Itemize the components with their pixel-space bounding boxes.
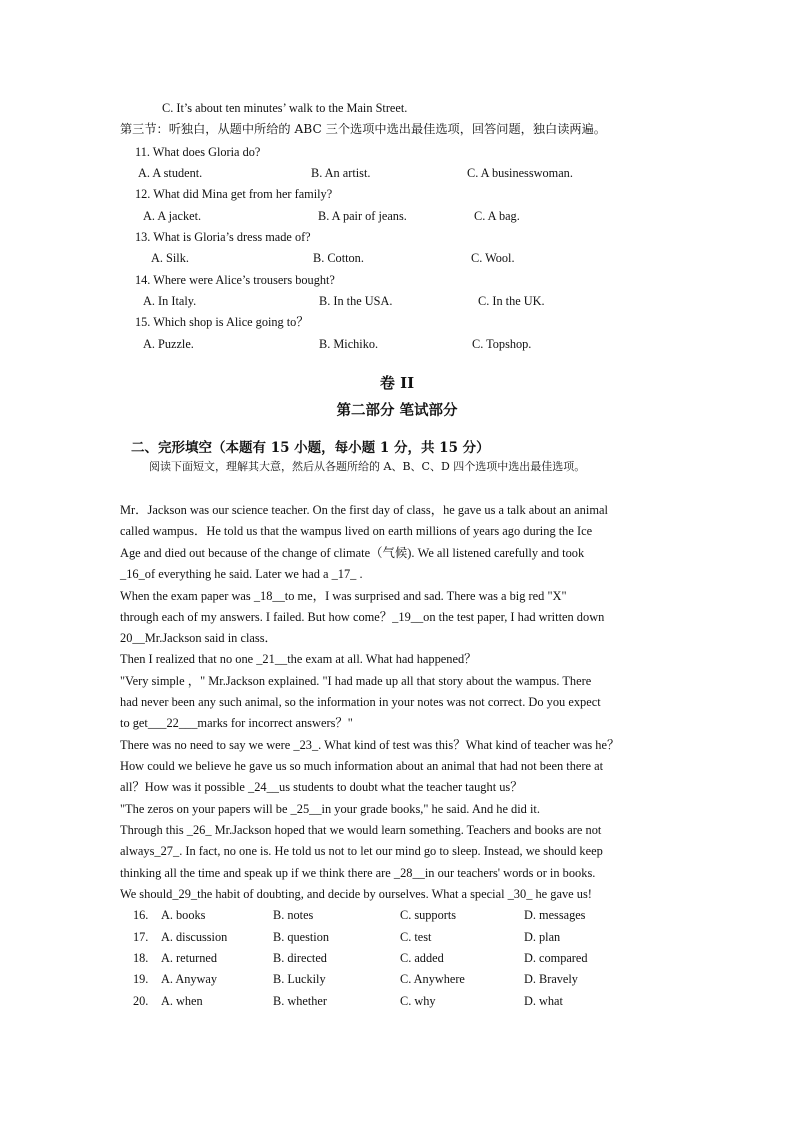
cloze-heading: 二、完形填空（本题有 15 小题，每小题 1 分，共 15 分） — [131, 440, 490, 456]
cloze-question-20-option-d: D. what — [524, 994, 563, 1008]
cloze-question-20-number: 20. — [133, 994, 149, 1008]
question-11-option-a: A. A student. — [138, 166, 203, 180]
cloze-question-17-option-a: A. discussion — [161, 930, 228, 944]
cloze-question-19-number: 19. — [133, 972, 149, 986]
cloze-question-18-option-c: C. added — [400, 951, 444, 965]
cloze-question-19-option-c: C. Anywhere — [400, 972, 465, 986]
cloze-question-19-option-a: A. Anyway — [161, 972, 218, 986]
question-15-option-a: A. Puzzle. — [143, 337, 194, 351]
question-13-option-c: C. Wool. — [471, 251, 515, 265]
question-15-stem: 15. Which shop is Alice going to？ — [135, 315, 309, 329]
cloze-question-16-option-b: B. notes — [273, 908, 314, 922]
passage-line: "The zeros on your papers will be _25__in your grade books," he said. And he did it. — [120, 802, 540, 816]
cloze-question-18-option-d: D. compared — [524, 951, 588, 965]
cloze-question-17-option-d: D. plan — [524, 930, 561, 944]
question-14-option-b: B. In the USA. — [319, 294, 393, 308]
cloze-question-20-option-b: B. whether — [273, 994, 327, 1008]
cloze-question-19-option-b: B. Luckily — [273, 972, 326, 986]
passage-line: How could we believe he gave us so much information about an animal that had not been there at — [120, 759, 604, 773]
question-13-stem: 13. What is Gloria’s dress made of? — [135, 230, 311, 244]
passage-line: Age and died out because of the change of climate（气候). We all listened carefully and took — [120, 546, 585, 560]
cloze-question-18-number: 18. — [133, 951, 149, 965]
passage-line: There was no need to say we were _23_. What kind of test was this？What kind of teacher was he？ — [120, 738, 620, 752]
passage-line: Then I realized that no one _21__the exam at all. What had happened？ — [120, 652, 477, 666]
question-14-option-c: C. In the UK. — [478, 294, 545, 308]
question-15-option-b: B. Michiko. — [319, 337, 379, 351]
cloze-question-16-option-d: D. messages — [524, 908, 586, 922]
listening-option-c-line: C. It’s about ten minutes’ walk to the Main Street. — [162, 101, 408, 115]
passage-line: through each of my answers. I failed. But how come？_19__on the test paper, I had written down — [120, 610, 605, 624]
cloze-question-17-option-b: B. question — [273, 930, 330, 944]
question-12-stem: 12. What did Mina get from her family? — [135, 187, 333, 201]
cloze-instruction: 阅读下面短文，理解其大意，然后从各题所给的 A、B、C、D 四个选项中选出最佳选项。 — [149, 460, 586, 473]
section3-heading: 第三节：听独白，从题中所给的 ABC 三个选项中选出最佳选项，回答问题，独白读两遍。 — [120, 122, 606, 136]
question-11-option-c: C. A businesswoman. — [467, 166, 573, 180]
passage-line: called wampus．He told us that the wampus lived on earth millions of years ago during the Ice — [120, 524, 593, 538]
cloze-question-17-option-c: C. test — [400, 930, 432, 944]
volume-title: 卷 II — [379, 374, 415, 392]
passage-line: all？How was it possible _24__us students to doubt what the teacher taught us？ — [120, 780, 523, 794]
question-12-option-a: A. A jacket. — [143, 209, 202, 223]
question-11-stem: 11. What does Gloria do? — [135, 145, 261, 159]
question-14-option-a: A. In Italy. — [143, 294, 197, 308]
passage-line: _16_of everything he said. Later we had a _17_ . — [120, 567, 363, 581]
question-14-stem: 14. Where were Alice’s trousers bought? — [135, 273, 335, 287]
passage-line: thinking all the time and speak up if we think there are _28__in our teachers' words or in books. — [120, 866, 596, 880]
passage-line: We should_29_the habit of doubting, and decide by ourselves. What a special _30_ he gave us! — [120, 887, 592, 901]
passage-line: Through this _26_ Mr.Jackson hoped that we would learn something. Teachers and books are not — [120, 823, 602, 837]
passage-line: When the exam paper was _18__to me，I was surprised and sad. There was a big red "X" — [120, 589, 567, 603]
question-13-option-b: B. Cotton. — [313, 251, 364, 265]
cloze-question-17-number: 17. — [133, 930, 149, 944]
question-11-option-b: B. An artist. — [311, 166, 371, 180]
passage-line: to get___22___marks for incorrect answers？" — [120, 716, 353, 730]
question-13-option-a: A. Silk. — [151, 251, 189, 265]
passage-line: had never been any such animal, so the information in your notes was not correct. Do you expect — [120, 695, 601, 709]
passage-line: 20__Mr.Jackson said in class． — [120, 631, 277, 645]
passage-line: "Very simple ，" Mr.Jackson explained. "I had made up all that story about the wampus. There — [120, 674, 592, 688]
cloze-question-16-number: 16. — [133, 908, 149, 922]
part-title: 第二部分 笔试部分 — [336, 402, 458, 419]
cloze-question-16-option-a: A. books — [161, 908, 206, 922]
cloze-question-16-option-c: C. supports — [400, 908, 457, 922]
cloze-question-19-option-d: D. Bravely — [524, 972, 578, 986]
cloze-question-18-option-b: B. directed — [273, 951, 327, 965]
question-12-option-b: B. A pair of jeans. — [318, 209, 407, 223]
question-15-option-c: C. Topshop. — [472, 337, 532, 351]
cloze-question-18-option-a: A. returned — [161, 951, 217, 965]
passage-line: Mr．Jackson was our science teacher. On the first day of class，he gave us a talk about an animal — [120, 503, 608, 517]
cloze-question-20-option-a: A. when — [161, 994, 203, 1008]
cloze-question-20-option-c: C. why — [400, 994, 436, 1008]
passage-line: always_27_. In fact, no one is. He told us not to let our mind go to sleep. Instead, we should keep — [120, 844, 603, 858]
question-12-option-c: C. A bag. — [474, 209, 520, 223]
